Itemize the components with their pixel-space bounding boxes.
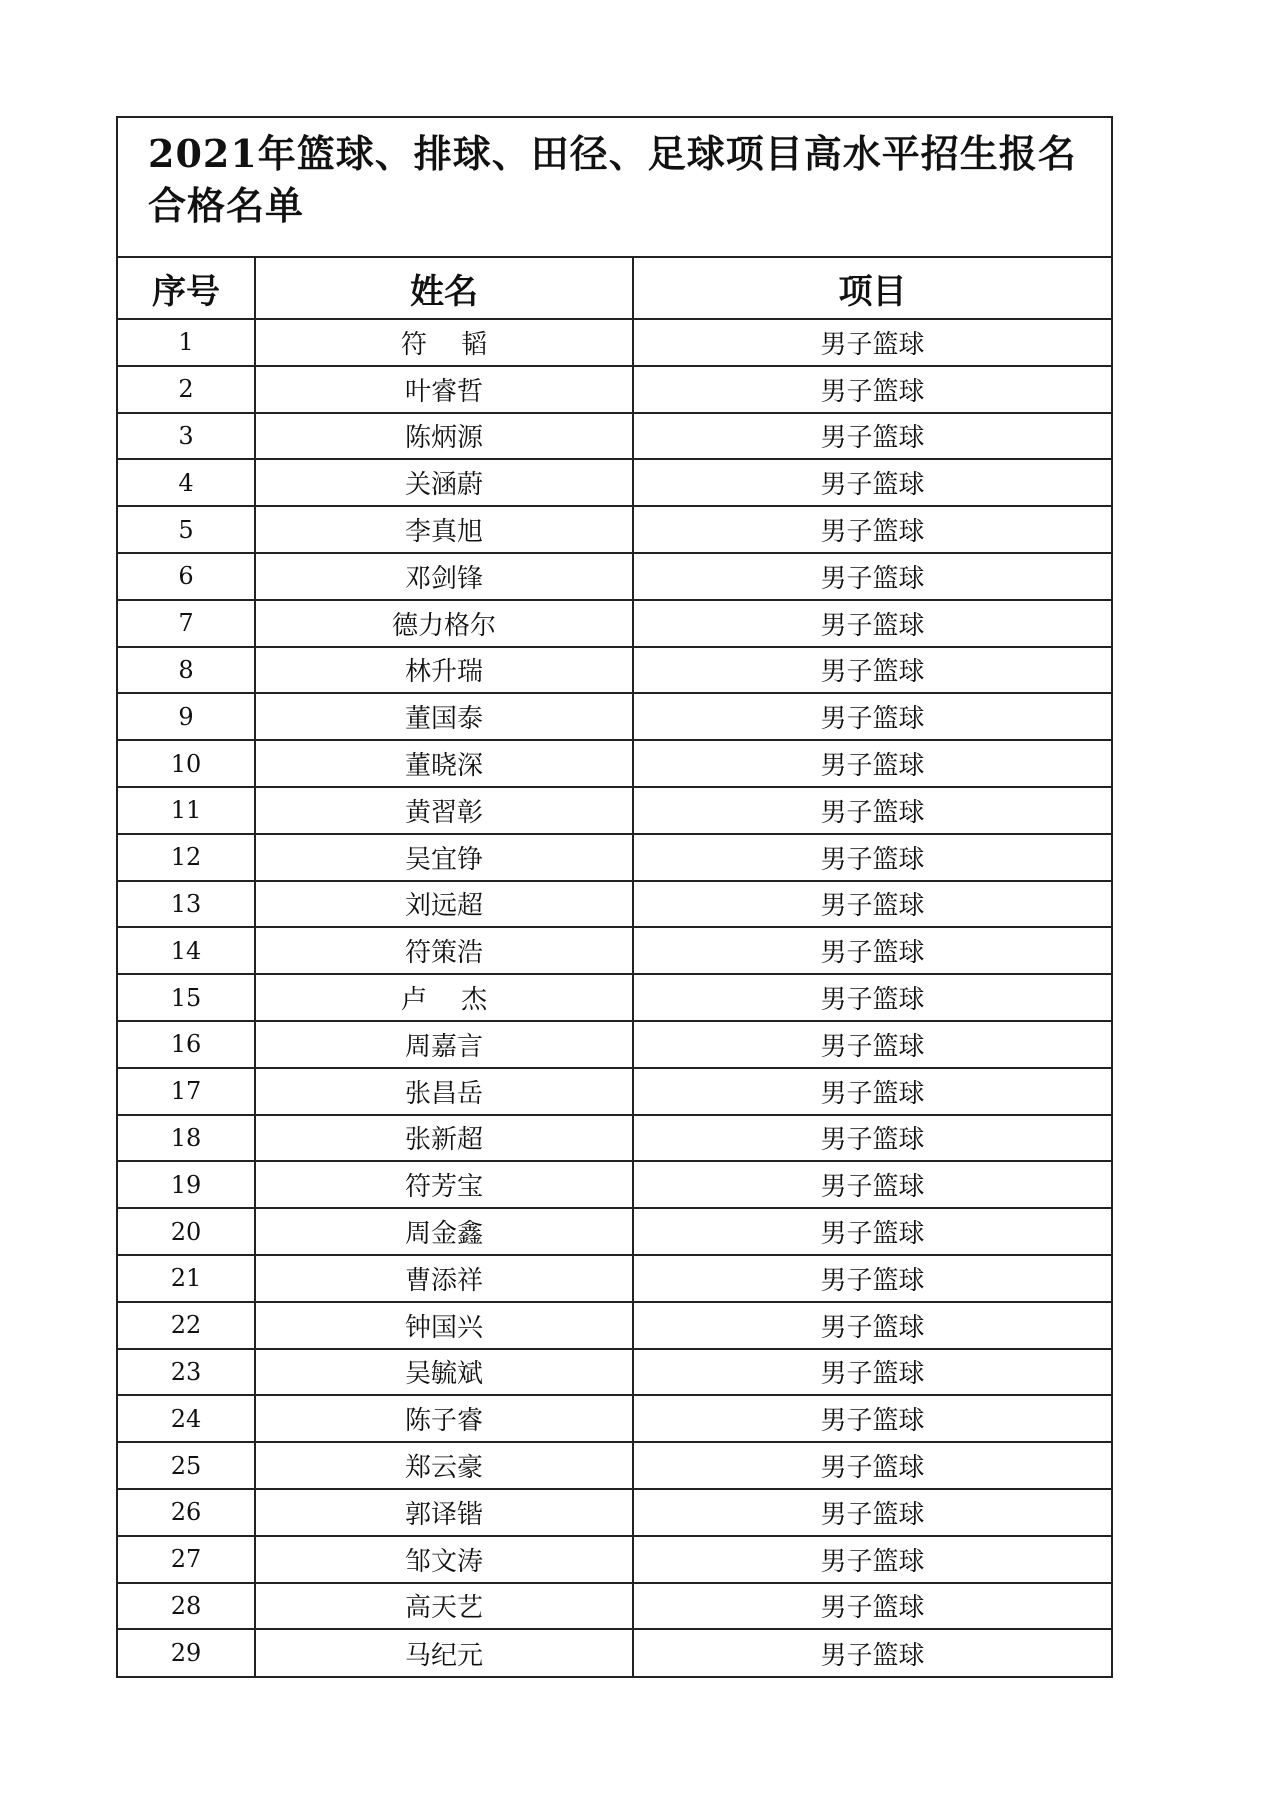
table-row: [118, 600, 1111, 647]
table-row: [118, 506, 1111, 553]
table-row: [118, 647, 1111, 694]
row-number: 27: [118, 1536, 255, 1583]
table-row: [118, 1302, 1111, 1349]
event-name: 男子篮球: [633, 1349, 1111, 1396]
student-name: 符策浩: [255, 927, 633, 974]
row-number: 14: [118, 927, 255, 974]
event-name: 男子篮球: [633, 413, 1111, 460]
page-title: 2021年篮球、排球、田径、足球项目高水平招生报名合格名单: [118, 118, 1111, 258]
row-number: 1: [118, 319, 255, 366]
event-name: 男子篮球: [633, 1583, 1111, 1630]
row-number: 4: [118, 459, 255, 506]
table-row: [118, 881, 1111, 928]
event-name: 男子篮球: [633, 927, 1111, 974]
table-row: [118, 1115, 1111, 1162]
row-number: 17: [118, 1068, 255, 1115]
student-name: 高天艺: [255, 1583, 633, 1630]
row-number: 18: [118, 1115, 255, 1162]
event-name: 男子篮球: [633, 319, 1111, 366]
event-name: 男子篮球: [633, 366, 1111, 413]
event-name: 男子篮球: [633, 1489, 1111, 1536]
table-row: [118, 1583, 1111, 1630]
event-name: 男子篮球: [633, 459, 1111, 506]
table-row: [118, 553, 1111, 600]
student-name: 李真旭: [255, 506, 633, 553]
table-row: [118, 1349, 1111, 1396]
row-number: 10: [118, 740, 255, 787]
event-name: 男子篮球: [633, 1161, 1111, 1208]
student-name: 钟国兴: [255, 1302, 633, 1349]
row-number: 12: [118, 834, 255, 881]
student-name: 张昌岳: [255, 1068, 633, 1115]
student-name: 德力格尔: [255, 600, 633, 647]
event-name: 男子篮球: [633, 881, 1111, 928]
row-number: 21: [118, 1255, 255, 1302]
table-row: [118, 1161, 1111, 1208]
header-name: 姓名: [255, 258, 633, 319]
row-number: 3: [118, 413, 255, 460]
row-number: 26: [118, 1489, 255, 1536]
event-name: 男子篮球: [633, 506, 1111, 553]
roster-sheet: [116, 116, 1113, 1678]
table-row: [118, 1489, 1111, 1536]
row-number: 5: [118, 506, 255, 553]
student-name: 黄習彰: [255, 787, 633, 834]
event-name: 男子篮球: [633, 1442, 1111, 1489]
student-name: 刘远超: [255, 881, 633, 928]
event-name: 男子篮球: [633, 787, 1111, 834]
table-row: [118, 319, 1111, 366]
row-number: 23: [118, 1349, 255, 1396]
table-row: [118, 413, 1111, 460]
row-number: 29: [118, 1629, 255, 1676]
student-name: 邹文涛: [255, 1536, 633, 1583]
row-number: 9: [118, 693, 255, 740]
table-row: [118, 1021, 1111, 1068]
row-number: 20: [118, 1208, 255, 1255]
row-number: 24: [118, 1395, 255, 1442]
student-name: 吴宜铮: [255, 834, 633, 881]
header-no: 序号: [118, 258, 255, 319]
row-number: 16: [118, 1021, 255, 1068]
student-name: 张新超: [255, 1115, 633, 1162]
table-row: [118, 1629, 1111, 1676]
event-name: 男子篮球: [633, 600, 1111, 647]
student-name: 吴毓斌: [255, 1349, 633, 1396]
table-row: [118, 366, 1111, 413]
event-name: 男子篮球: [633, 553, 1111, 600]
event-name: 男子篮球: [633, 1208, 1111, 1255]
row-number: 15: [118, 974, 255, 1021]
student-name: 曹添祥: [255, 1255, 633, 1302]
table-row: [118, 740, 1111, 787]
student-name: 林升瑞: [255, 647, 633, 694]
table-row: [118, 787, 1111, 834]
event-name: 男子篮球: [633, 647, 1111, 694]
student-name: 陈子睿: [255, 1395, 633, 1442]
row-number: 11: [118, 787, 255, 834]
table-row: [118, 834, 1111, 881]
event-name: 男子篮球: [633, 834, 1111, 881]
student-name: 叶睿哲: [255, 366, 633, 413]
row-number: 28: [118, 1583, 255, 1630]
event-name: 男子篮球: [633, 1021, 1111, 1068]
student-name: 董国泰: [255, 693, 633, 740]
table-row: [118, 459, 1111, 506]
table-row: [118, 1208, 1111, 1255]
student-name: 卢 杰: [255, 974, 633, 1021]
event-name: 男子篮球: [633, 693, 1111, 740]
student-name: 周嘉言: [255, 1021, 633, 1068]
row-number: 6: [118, 553, 255, 600]
row-number: 25: [118, 1442, 255, 1489]
table-row: [118, 974, 1111, 1021]
row-number: 13: [118, 881, 255, 928]
student-name: 陈炳源: [255, 413, 633, 460]
table-row: [118, 1255, 1111, 1302]
event-name: 男子篮球: [633, 1068, 1111, 1115]
student-name: 符芳宝: [255, 1161, 633, 1208]
row-number: 7: [118, 600, 255, 647]
table-header-row: [118, 258, 1111, 319]
row-number: 2: [118, 366, 255, 413]
row-number: 19: [118, 1161, 255, 1208]
student-name: 关涵蔚: [255, 459, 633, 506]
table-row: [118, 693, 1111, 740]
event-name: 男子篮球: [633, 740, 1111, 787]
student-name: 符 韬: [255, 319, 633, 366]
row-number: 8: [118, 647, 255, 694]
table-row: [118, 1536, 1111, 1583]
student-name: 董晓深: [255, 740, 633, 787]
event-name: 男子篮球: [633, 1302, 1111, 1349]
event-name: 男子篮球: [633, 1255, 1111, 1302]
roster-table: [118, 258, 1111, 1676]
row-number: 22: [118, 1302, 255, 1349]
student-name: 周金鑫: [255, 1208, 633, 1255]
table-row: [118, 1395, 1111, 1442]
header-event: 项目: [633, 258, 1111, 319]
student-name: 郑云豪: [255, 1442, 633, 1489]
student-name: 马纪元: [255, 1629, 633, 1676]
table-row: [118, 1442, 1111, 1489]
table-row: [118, 1068, 1111, 1115]
event-name: 男子篮球: [633, 1115, 1111, 1162]
student-name: 郭译锴: [255, 1489, 633, 1536]
event-name: 男子篮球: [633, 1395, 1111, 1442]
student-name: 邓剑锋: [255, 553, 633, 600]
event-name: 男子篮球: [633, 1536, 1111, 1583]
table-body: [118, 319, 1111, 1676]
event-name: 男子篮球: [820, 1640, 925, 1671]
event-name: 男子篮球: [633, 974, 1111, 1021]
table-row: [118, 927, 1111, 974]
